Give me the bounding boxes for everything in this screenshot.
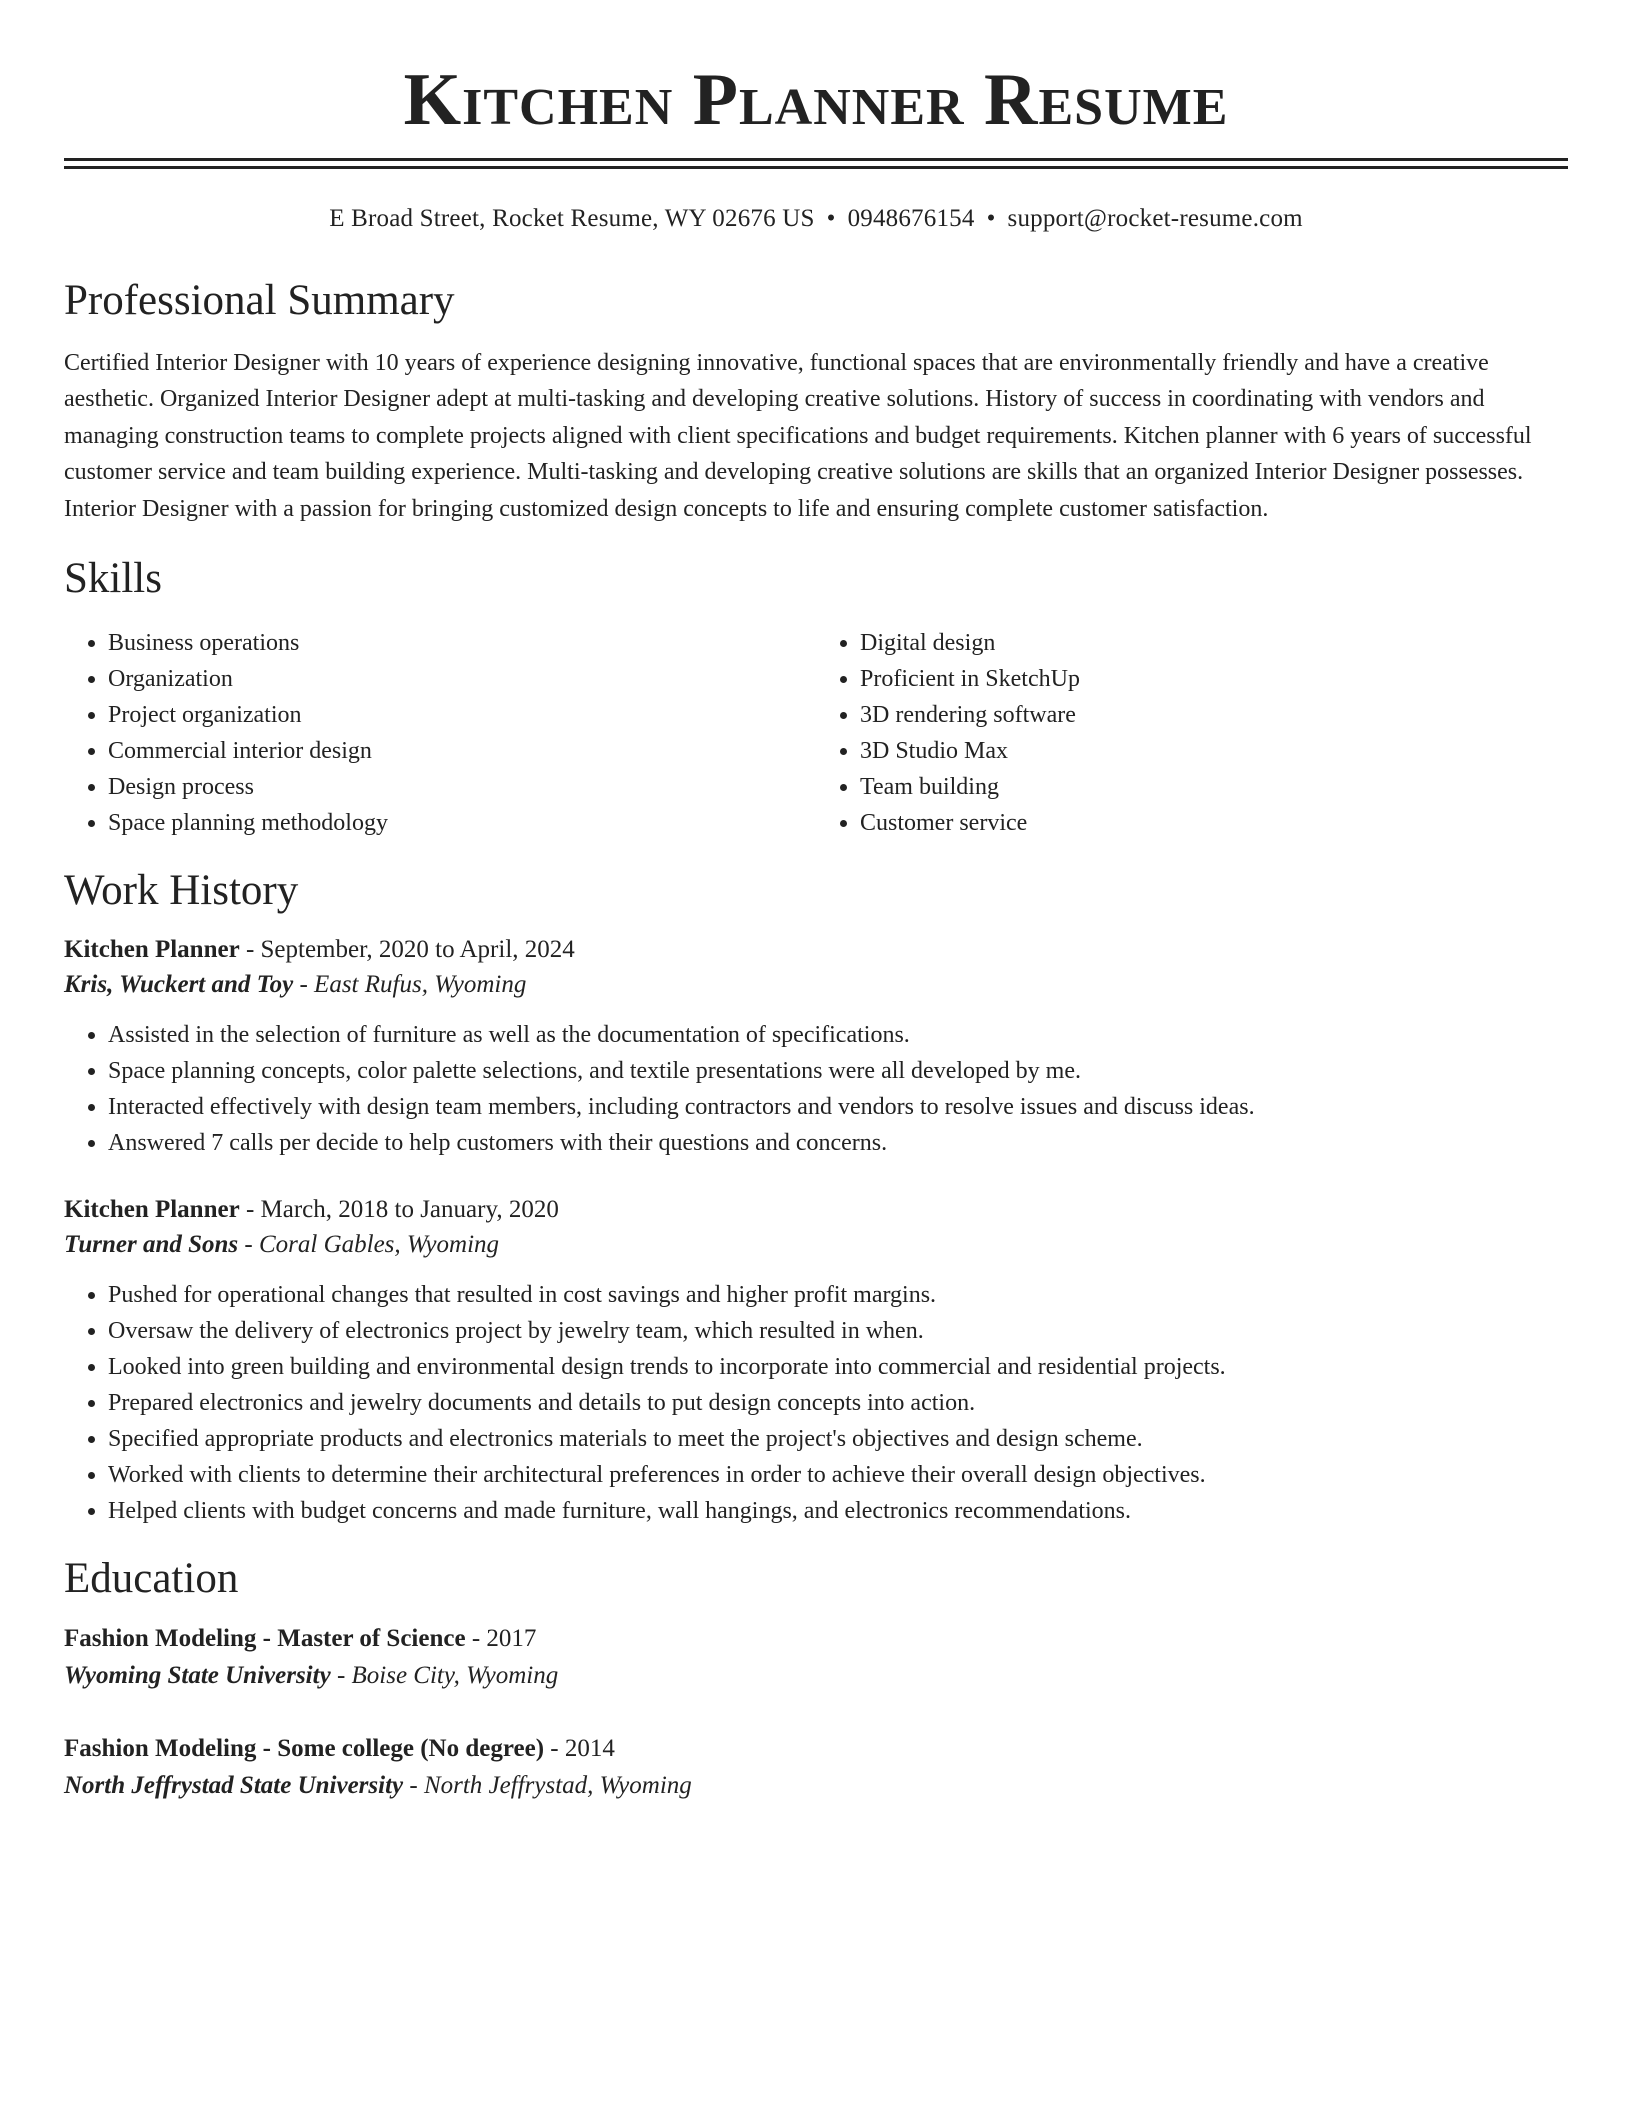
skills-heading: Skills	[64, 555, 162, 603]
skill-item: • Organization	[108, 661, 816, 697]
resume-title: Kitchen Planner Resume	[403, 59, 1229, 141]
skill-item: • Proficient in SketchUp	[860, 661, 1568, 697]
job-bullet: • Worked with clients to determine their architectural preferences in order to achieve their overall design objectives.	[108, 1457, 1568, 1493]
job-title-line	[64, 933, 1568, 967]
degree-name: Fashion Modeling - Master of Science	[64, 1625, 466, 1653]
work-history-heading: Work History	[64, 867, 299, 915]
contact-separator: •	[986, 205, 996, 232]
school-line	[64, 1767, 1568, 1805]
skill-item: • Digital design	[860, 625, 1568, 661]
education-entry	[64, 1731, 1568, 1805]
degree-name: Fashion Modeling - Some college (No degree)	[64, 1735, 545, 1763]
skill-item: • Commercial interior design	[108, 733, 816, 769]
company-line	[64, 1227, 1568, 1263]
job-bullet: • Pushed for operational changes that resulted in cost savings and higher profit margins.	[108, 1277, 1568, 1313]
contact-line	[64, 203, 1568, 235]
company-name: Turner and Sons	[64, 1231, 239, 1259]
job-bullet: • Assisted in the selection of furniture as well as the documentation of specifications.	[108, 1017, 1568, 1053]
job-title: Kitchen Planner	[64, 936, 240, 964]
contact-phone: 0948676154	[847, 205, 975, 232]
school-location: - North Jeffrystad, Wyoming	[403, 1772, 692, 1800]
skill-item: • Project organization	[108, 697, 816, 733]
job-bullet: • Interacted effectively with design team members, including contractors and vendors to resolve issues and discuss ideas.	[108, 1089, 1568, 1125]
skill-item: • Team building	[860, 769, 1568, 805]
degree-line	[64, 1621, 1568, 1657]
job-bullet: • Answered 7 calls per decide to help customers with their questions and concerns.	[108, 1125, 1568, 1161]
title-divider	[64, 158, 1568, 169]
job-bullet: • Prepared electronics and jewelry documents and details to put design concepts into action.	[108, 1385, 1568, 1421]
contact-address: E Broad Street, Rocket Resume, WY 02676 US	[329, 205, 815, 232]
skills-list	[64, 625, 1568, 841]
degree-line	[64, 1731, 1568, 1767]
skill-item: • 3D rendering software	[860, 697, 1568, 733]
summary-heading: Professional Summary	[64, 277, 455, 324]
job-title: Kitchen Planner	[64, 1196, 240, 1224]
job-entry	[64, 1193, 1568, 1529]
company-location: - Coral Gables, Wyoming	[238, 1231, 500, 1259]
job-entry	[64, 933, 1568, 1161]
school-name: North Jeffrystad State University	[64, 1772, 404, 1800]
job-title-line	[64, 1193, 1568, 1227]
company-line	[64, 967, 1568, 1003]
contact-email[interactable]: support@rocket-resume.com	[1007, 205, 1303, 232]
skills-column-right	[816, 625, 1568, 841]
skill-item: • Business operations	[108, 625, 816, 661]
skills-column-left	[64, 625, 816, 841]
school-name: Wyoming State University	[64, 1662, 331, 1690]
education-entry	[64, 1621, 1568, 1695]
school-line	[64, 1657, 1568, 1695]
company-location: - East Rufus, Wyoming	[293, 971, 527, 999]
skill-item: • 3D Studio Max	[860, 733, 1568, 769]
job-bullets	[64, 1017, 1568, 1161]
summary-text: Certified Interior Designer with 10 years of experience designing innovative, functional spaces that are environmentally friendly and have a creative aesthetic. Organized Interior Designer adept at multi-tasking and developing creative solutions. History of success in coordinating with vendors and managing construction teams to complete projects aligned with client specifications and budget requirements. Kitchen planner with 6 years of successful customer service and team building experience. Multi-tasking and developing creative solutions are skills that an organized Interior Designer possesses. Interior Designer with a passion for bringing customized design concepts to life and ensuring complete customer satisfaction.	[64, 350, 1532, 522]
job-bullet: • Helped clients with budget concerns and made furniture, wall hangings, and electronics recommendations.	[108, 1493, 1568, 1529]
skill-item: • Space planning methodology	[108, 805, 816, 841]
job-dates: - September, 2020 to April, 2024	[239, 936, 575, 964]
job-bullet: • Looked into green building and environmental design trends to incorporate into commercial and residential projects.	[108, 1349, 1568, 1385]
job-bullet: • Space planning concepts, color palette selections, and textile presentations were all developed by me.	[108, 1053, 1568, 1089]
degree-year: - 2014	[544, 1735, 615, 1763]
degree-year: - 2017	[465, 1625, 537, 1653]
school-location: - Boise City, Wyoming	[330, 1662, 559, 1690]
job-bullet: • Specified appropriate products and electronics materials to meet the project's objectives and design scheme.	[108, 1421, 1568, 1457]
skill-item: • Design process	[108, 769, 816, 805]
skill-item: • Customer service	[860, 805, 1568, 841]
education-heading: Education	[64, 1555, 239, 1603]
job-bullet: • Oversaw the delivery of electronics project by jewelry team, which resulted in when.	[108, 1313, 1568, 1349]
company-name: Kris, Wuckert and Toy	[64, 971, 294, 999]
job-dates: - March, 2018 to January, 2020	[239, 1196, 559, 1224]
contact-separator: •	[826, 205, 836, 232]
job-bullets	[64, 1277, 1568, 1529]
